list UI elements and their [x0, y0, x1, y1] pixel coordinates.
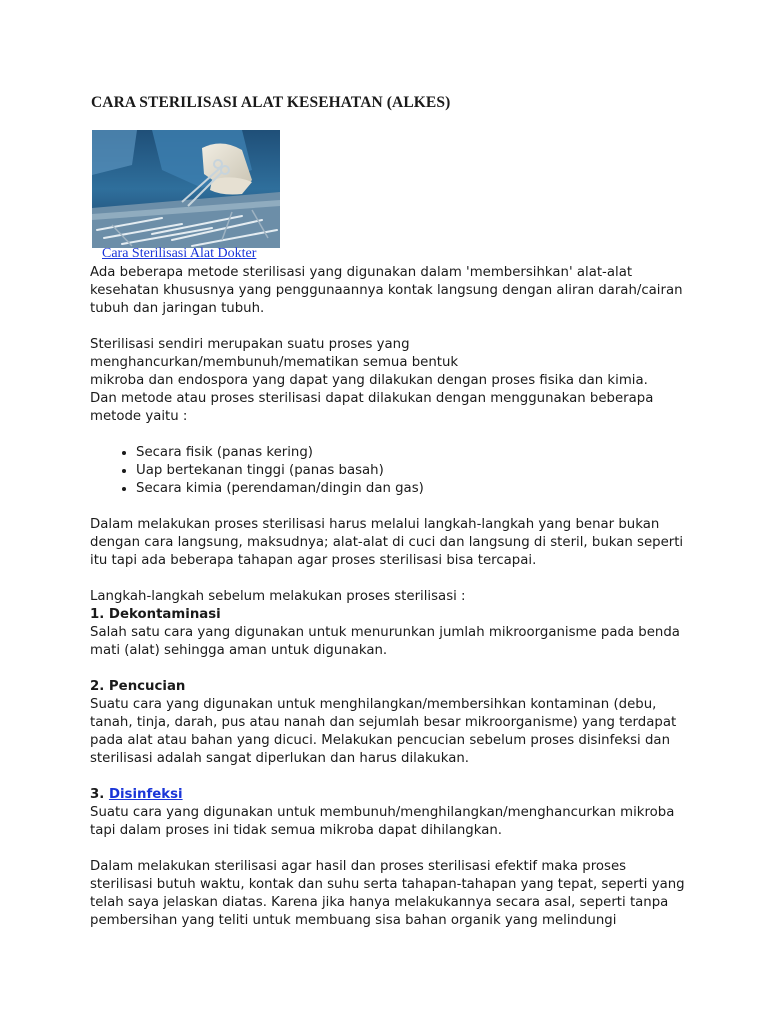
method-item: • Secara kimia (perendaman/dingin dan gas) [136, 480, 690, 498]
method-item: • Secara fisik (panas kering) [136, 444, 690, 462]
article-body [90, 264, 690, 930]
sterilization-photo [92, 130, 280, 248]
step2-heading: 2. Pencucian [90, 679, 186, 694]
definition-line-2: menghancurkan/membunuh/mematikan semua bentuk [90, 355, 459, 370]
step1-text: Salah satu cara yang digunakan untuk menurunkan jumlah mikroorganisme pada benda mati (alat) sehingga aman untuk digunakan. [90, 625, 680, 658]
step1-heading: 1. Dekontaminasi [90, 607, 221, 622]
steps-paragraph: Dalam melakukan proses sterilisasi harus melalui langkah-langkah yang benar bukan dengan cara langsung, maksudnya; alat-alat di cuci dan langsung di steril, bukan seperti itu tapi ada beberapa tahapan agar proses sterilisasi bisa tercapai. [90, 517, 684, 568]
image-caption-link[interactable]: Cara Sterilisasi Alat Dokter [102, 246, 257, 261]
method-item: • Uap bertekanan tinggi (panas basah) [136, 462, 690, 480]
step3-text: Suatu cara yang digunakan untuk membunuh/menghilangkan/menghancurkan mikroba tapi dalam proses ini tidak semua mikroba dapat dihilangkan. [90, 805, 675, 838]
definition-line-1: Sterilisasi sendiri merupakan suatu proses yang [90, 337, 410, 352]
steps-intro: Langkah-langkah sebelum melakukan proses sterilisasi : [90, 589, 466, 604]
definition-line-4: Dan metode atau proses sterilisasi dapat dilakukan dengan menggunakan beberapa metode yaitu : [90, 391, 654, 424]
step2-text: Suatu cara yang digunakan untuk menghilangkan/membersihkan kontaminan (debu, tanah, tinja, darah, pus atau nanah dan sejumlah besar mikroorganisme) yang terdapat pada alat atau bahan yang dicuci. Melakukan pencucian sebelum proses disinfeksi dan sterilisasi adalah sangat diperlukan dan harus dilakukan. [90, 697, 677, 766]
definition-line-3: mikroba dan endospora yang dapat yang dilakukan dengan proses fisika dan kimia. [90, 373, 648, 388]
disinfeksi-link[interactable]: Disinfeksi [108, 787, 183, 802]
article-title: CARA STERILISASI ALAT KESEHATAN (ALKES) [91, 94, 451, 111]
closing-paragraph: Dalam melakukan sterilisasi agar hasil dan proses sterilisasi efektif maka proses sterilisasi butuh waktu, kontak dan suhu serta tahapan-tahapan yang tepat, seperti yang telah saya jelaskan diatas. Karena jika hanya melakukannya secara asal, seperti tanpa pembersihan yang teliti untuk membuang sisa bahan organik yang melindungi [90, 859, 685, 928]
step3-number: 3. [90, 787, 109, 802]
step3-heading [90, 786, 690, 804]
method-list [90, 444, 690, 498]
intro-paragraph: Ada beberapa metode sterilisasi yang digunakan dalam 'membersihkan' alat-alat kesehatan khususnya yang penggunaannya kontak langsung dengan aliran darah/cairan tubuh dan jaringan tubuh. [90, 265, 683, 316]
